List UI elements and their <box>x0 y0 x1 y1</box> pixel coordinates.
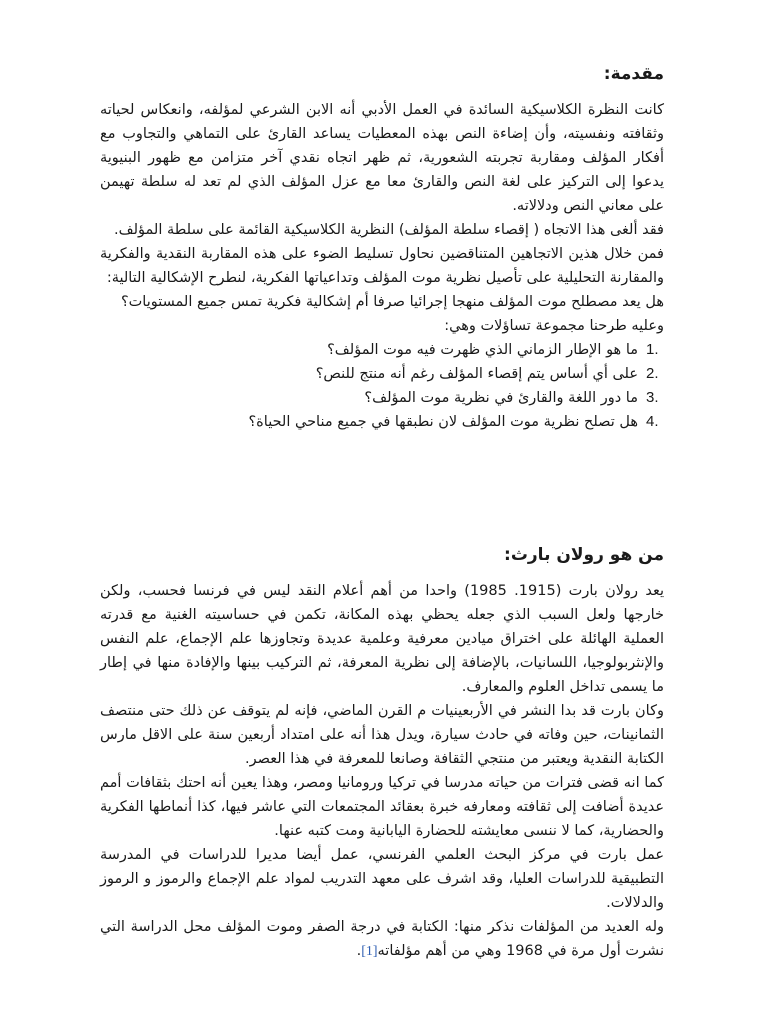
bio-last-text: وله العديد من المؤلفات نذكر منها: الكتابة في درجة الصفر وموت المؤلف محل الدراسة التي نشرت أول مرة في 1968 وهي من أهم مؤلفاته <box>100 919 664 959</box>
bio-paragraph-5 <box>100 915 664 964</box>
bio-paragraph-1: يعد رولان بارت (1915. 1985) واحدا من أهم أعلام النقد ليس في فرنسا فحسب، ولكن خارجها ولعل السبب الذي جعله يحظي بهذه المكانة، تكمن في حساسيته الغنية مع قدرته العملية الهائلة على اختراق ميادين معرفية وعلمية عديدة وتجاوزها علم الإجماع، علم النفس والإنثربولوجيا، اللسانيات، بالإضافة إلى نظرية المعرفة، ثم التركيب بينها والإفادة منها في إطار ما يسمى تداخل العلوم والمعارف. <box>100 583 664 695</box>
questions-intro: وعليه طرحنا مجموعة تساؤلات وهي: <box>444 318 664 334</box>
bio-paragraph-2: وكان بارت قد بدا النشر في الأربعينيات م القرن الماضي، فإنه لم يتوقف عن ذلك حتى منتصف الثمانينات، حين وفاته في حادث سيارة، ويدل هذا أنه على امتداد أربعين سنة على الاقل مارس الكتابة النقدية ويعتبر من منتجي الثقافة وصانعا للمعرفة في هذا العصر. <box>100 703 664 767</box>
intro-paragraph-2: فقد ألغى هذا الاتجاه ( إقصاء سلطة المؤلف) النظرية الكلاسيكية القائمة على سلطة المؤلف. <box>114 222 664 238</box>
biography-heading: من هو رولان بارث: <box>504 545 664 565</box>
bio-paragraph-4: عمل بارت في مركز البحث العلمي الفرنسي، عمل أيضا مديرا للدراسات في المدرسة التطبيقية للدراسات العليا، وقد اشرف على معهد التدريب لمواد علم الإجماع والرموز و الرموز والدلالات. <box>100 847 664 911</box>
intro-paragraph-1: كانت النظرة الكلاسيكية السائدة في العمل الأدبي أنه الابن الشرعي لمؤلفه، وانعكاس لحياته وثقافته ونفسيته، وأن إضاءة النص بهذه المعطيات يساعد القارئ على التماهي والتجاوب مع أفكار المؤلف ومقاربة تجربته الشعورية، ثم ظهر اتجاه نقدي آخر متزامن مع ظهور البنيوية يدعوا إلى التركيز على لغة النص والقارئ معا مع عزل المؤلف الذي لم تعد له سلطة تهيمن على معاني النص ودلالاته. <box>100 102 664 214</box>
footnote-link[interactable]: [1] <box>361 944 378 959</box>
biography-section <box>100 543 664 964</box>
list-number: 2. <box>646 365 659 382</box>
bio-last-period: . <box>356 943 362 959</box>
question-text: على أي أساس يتم إقصاء المؤلف رغم أنه منتج للنص؟ <box>315 366 638 382</box>
introduction-heading: مقدمة: <box>603 64 664 84</box>
question-text: ما دور اللغة والقارئ في نظرية موت المؤلف؟ <box>364 390 638 406</box>
list-item <box>100 362 662 386</box>
list-item <box>100 338 662 362</box>
question-text: ما هو الإطار الزماني الذي ظهرت فيه موت المؤلف؟ <box>327 342 638 358</box>
research-problem: هل يعد مصطلح موت المؤلف منهجا إجرائيا صرفا أم إشكالية فكرية تمس جميع المستويات؟ <box>120 294 664 310</box>
list-number: 1. <box>646 341 659 358</box>
list-item <box>100 386 662 410</box>
research-questions-list <box>100 338 664 434</box>
list-item <box>100 410 662 434</box>
introduction-section <box>100 62 664 434</box>
question-text: هل تصلح نظرية موت المؤلف لان نطبقها في جميع مناحي الحياة؟ <box>248 414 638 430</box>
intro-paragraph-3: فمن خلال هذين الاتجاهين المتناقضين نحاول تسليط الضوء على هذه المقاربة النقدية والفكرية والمقارنة التحليلية على تأصيل نظرية موت المؤلف وتداعياتها الفكرية، لنطرح الإشكالية التالية: <box>100 246 664 286</box>
list-number: 3. <box>646 389 659 406</box>
bio-paragraph-3: كما انه قضى فترات من حياته مدرسا في تركيا ورومانيا ومصر، وهذا يعين أنه احتك بثقافات أمم عديدة أضافت إلى ثقافته ومعارفه خبرة بعقائد المجتمعات التي عاشر فيها، كذا أنماطها الفكرية والحضارية، كما لا ننسى معايشته للحضارة اليابانية ومت كتبه عنها. <box>100 775 664 839</box>
list-number: 4. <box>646 413 659 430</box>
